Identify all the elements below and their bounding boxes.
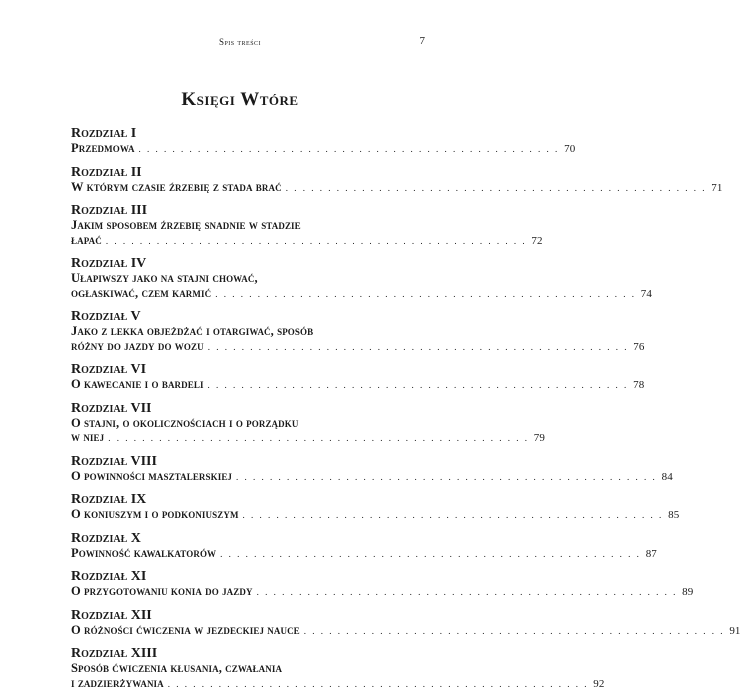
section-title: Księgi Wtóre — [181, 89, 299, 110]
chapter-label: Rozdział III — [71, 203, 148, 218]
toc-page-number: 84 — [661, 470, 673, 483]
toc-entry — [71, 646, 605, 691]
toc-entry — [71, 569, 694, 600]
toc-page-number: 87 — [645, 547, 657, 560]
chapter-title: Ułapiwszy jako na stajni chować, — [71, 271, 258, 285]
chapter-title-line — [71, 285, 652, 302]
chapter-title: w niej — [71, 430, 105, 444]
chapter-title: różny do jazdy do wozu — [71, 338, 204, 353]
chapter-title-line — [71, 271, 420, 286]
dot-leader: . . . . . . . . . . . . . . . . . . . . . . . . . . . . . . . . . . . . . . . . . . . . . . . . . . — [207, 380, 629, 390]
toc-page-number: 89 — [682, 586, 694, 598]
chapter-title-line — [71, 232, 543, 249]
chapter-title: i zadzierżywania — [71, 675, 164, 690]
chapter-title: Sposób ćwiczenia kłusania, czwałania — [71, 661, 283, 675]
chapter-label: Rozdział X — [71, 530, 141, 546]
chapter-title: Powinność kawalkatorów — [71, 545, 217, 560]
chapter-label: Rozdział XIII — [71, 646, 158, 661]
chapter-title: ogłaskiwać, czem karmić — [71, 285, 212, 300]
dot-leader: . . . . . . . . . . . . . . . . . . . . . . . . . . . . . . . . . . . . . . . . . . . . . . . . . . — [220, 548, 641, 559]
chapter-title-line — [71, 468, 673, 485]
dot-leader: . . . . . . . . . . . . . . . . . . . . . . . . . . . . . . . . . . . . . . . . . . . . . . . . . . — [207, 341, 629, 352]
chapter-label: Rozdział V — [71, 309, 141, 324]
chapter-label: Rozdział VII — [71, 400, 152, 416]
chapter-label: Rozdział I — [71, 126, 137, 141]
chapter-label: Rozdział XII — [71, 607, 152, 623]
toc-page-number: 70 — [564, 143, 576, 155]
toc-entry — [71, 362, 645, 393]
chapter-title: łapać — [71, 232, 102, 247]
chapter-title-line — [71, 179, 723, 196]
dot-leader: . . . . . . . . . . . . . . . . . . . . . . . . . . . . . . . . . . . . . . . . . . . . . . . . . . — [108, 433, 529, 443]
running-head: Spis treści — [218, 37, 262, 47]
chapter-label: Rozdział IV — [71, 256, 147, 271]
toc-page-number: 76 — [633, 340, 645, 353]
dot-leader: . . . . . . . . . . . . . . . . . . . . . . . . . . . . . . . . . . . . . . . . . . . . . . . . . . — [256, 587, 678, 597]
toc-page-number: 92 — [593, 677, 605, 690]
chapter-title: O kawecanie i o bardeli — [71, 377, 204, 391]
chapter-title-line — [71, 218, 420, 233]
chapter-title-line — [71, 545, 657, 562]
chapter-title: Przedmowa — [71, 141, 135, 155]
toc-entry — [71, 203, 543, 248]
dot-leader: . . . . . . . . . . . . . . . . . . . . . . . . . . . . . . . . . . . . . . . . . . . . . . . . . . — [303, 625, 725, 636]
chapter-label: Rozdział XI — [71, 569, 147, 584]
chapter-title-line — [71, 661, 420, 676]
dot-leader: . . . . . . . . . . . . . . . . . . . . . . . . . . . . . . . . . . . . . . . . . . . . . . . . . . — [236, 471, 657, 482]
toc-entry — [71, 530, 657, 562]
chapter-title-line — [71, 675, 605, 692]
toc-entry — [71, 453, 673, 485]
chapter-label: Rozdział IX — [71, 492, 147, 507]
toc-page-number: 91 — [729, 624, 741, 637]
chapter-title: O przygotowaniu konia do jazdy — [71, 584, 253, 598]
chapter-title: Jako z lekka objeżdżać i otargiwać, sposób — [71, 324, 314, 338]
chapter-title-line — [71, 324, 420, 339]
toc-entry — [71, 607, 741, 639]
chapter-title: O powinności masztalerskiej — [71, 468, 233, 483]
chapter-title-line — [71, 507, 680, 523]
dot-leader: . . . . . . . . . . . . . . . . . . . . . . . . . . . . . . . . . . . . . . . . . . . . . . . . . . — [167, 678, 589, 689]
dot-leader: . . . . . . . . . . . . . . . . . . . . . . . . . . . . . . . . . . . . . . . . . . . . . . . . . . — [105, 235, 527, 246]
chapter-title: W którym czasie źrzebię z stada brać — [71, 179, 282, 194]
toc-entry — [71, 164, 723, 196]
toc-entry — [71, 309, 645, 354]
dot-leader: . . . . . . . . . . . . . . . . . . . . . . . . . . . . . . . . . . . . . . . . . . . . . . . . . . — [242, 510, 664, 520]
chapter-label: Rozdział VI — [71, 362, 147, 377]
toc-entry — [71, 400, 545, 446]
dot-leader: . . . . . . . . . . . . . . . . . . . . . . . . . . . . . . . . . . . . . . . . . . . . . . . . . . — [138, 144, 560, 154]
toc-entry — [71, 256, 652, 301]
toc-page-number: 85 — [668, 509, 680, 521]
page-number: 7 — [419, 35, 425, 47]
chapter-title: O różności ćwiczenia w jezdeckiej nauce — [71, 622, 300, 637]
chapter-title-line — [71, 141, 576, 157]
chapter-title: Jakim sposobem źrzebię snadnie w stadzie — [71, 218, 301, 232]
toc-entry — [71, 126, 576, 157]
chapter-label: Rozdział II — [71, 164, 142, 180]
chapter-title-line — [71, 584, 694, 600]
toc-page-number: 78 — [633, 379, 645, 391]
toc-entry — [71, 492, 680, 523]
chapter-label: Rozdział VIII — [71, 453, 157, 469]
dot-leader: . . . . . . . . . . . . . . . . . . . . . . . . . . . . . . . . . . . . . . . . . . . . . . . . . . — [215, 288, 636, 299]
toc-page-number: 74 — [640, 287, 652, 300]
toc-page-number: 72 — [531, 234, 543, 247]
chapter-title-line — [71, 622, 741, 639]
chapter-title-line — [71, 377, 645, 393]
chapter-title: O koniuszym i o podkoniuszym — [71, 507, 239, 521]
chapter-title-line — [71, 338, 645, 355]
dot-leader: . . . . . . . . . . . . . . . . . . . . . . . . . . . . . . . . . . . . . . . . . . . . . . . . . . — [285, 182, 707, 193]
chapter-title-line — [71, 430, 545, 446]
toc-page-number: 79 — [533, 432, 545, 444]
chapter-title: O stajni, o okolicznościach i o porządku — [71, 415, 299, 430]
toc-page-number: 71 — [711, 181, 723, 194]
table-of-contents — [71, 126, 741, 699]
chapter-title-line — [71, 416, 420, 431]
